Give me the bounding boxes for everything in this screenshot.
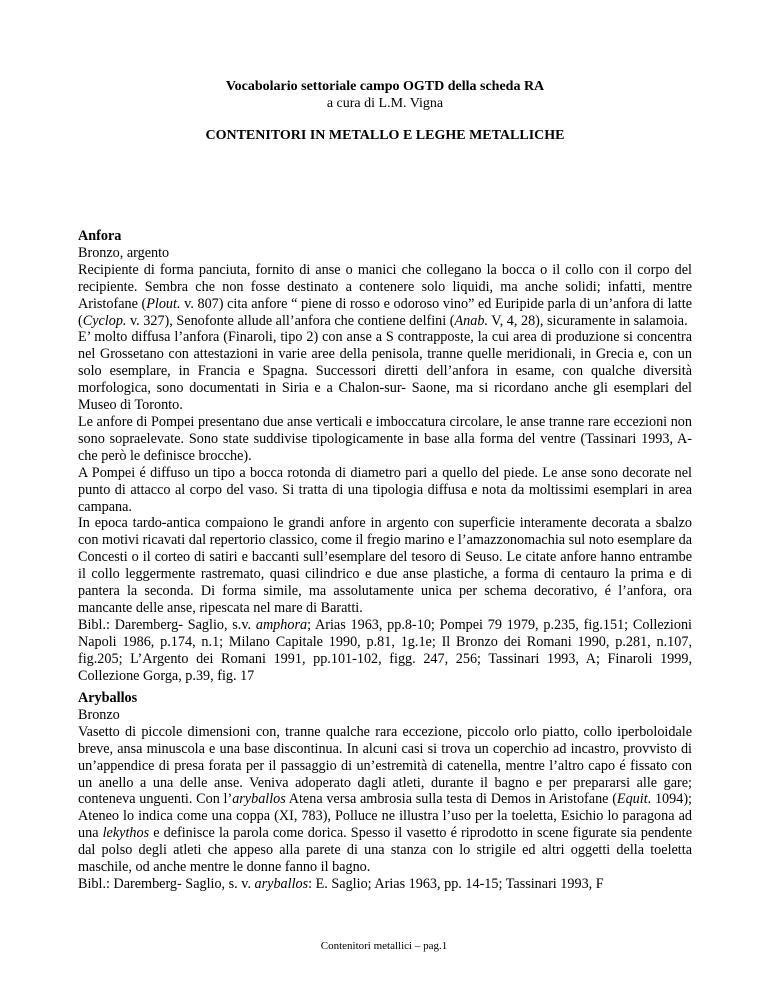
document-author: a cura di L.M. Vigna: [326, 96, 444, 111]
entry-material: Bronzo, argento: [78, 244, 170, 261]
page-footer: Contenitori metallici – pag.1: [320, 940, 448, 952]
entry-aryballos: [78, 690, 692, 893]
entry-bibliography: Bibl.: Daremberg- Saglio, s.v. amphora; Arias 1963, pp.8-10; Pompei 79 1979, p.235, fig.151; Collezioni Napoli 1986, p.174, n.1; Milano Capitale 1990, p.81, 1g.1e; Il Bronzo dei Romani 1990, p.281, n.107, fig.205; L’Argento dei Romani 1991, pp.101-102, figg. 247, 256; Tassinari 1993, A; Finaroli 1999, Collezione Gorga, p.39, fig. 17: [78, 616, 692, 684]
entry-material: Bronzo: [78, 706, 120, 723]
entry-bibliography: Bibl.: Daremberg- Saglio, s. v. aryballos: E. Saglio; Arias 1963, pp. 14-15; Tassinari 1993, F: [78, 875, 604, 892]
entry-paragraph: Vasetto di piccole dimensioni con, tranne qualche rara eccezione, piccolo orlo piatto, collo iperboloidale breve, ansa minuscola e una base discontinua. In alcuni casi si trova un coperchio ad incastro, provvisto di un’appendice di presa forata per il passaggio di un’estremità di catenella, mentre l’altro capo é fissato con un anello a una delle anse. Veniva adoperato dagli atleti, durante il bagno e per prepararsi alle gare; conteneva unguenti. Con l’aryballos Atena versa ambrosia sulla testa di Demos in Aristofane (Equit. 1094); Ateneo lo indica come una coppa (XI, 783), Polluce ne illustra l’uso per la toeletta, Esichio lo paragona ad una lekythos e definisce la parola come dorica. Spesso il vasetto é riprodotto in scene figurate sia pendente dal polso degli atleti che appeso alla parete di una stanza con lo strigile ed altri oggetti della toeletta maschile, od anche mentre le donne fanno il bagno.: [78, 723, 692, 876]
document-header: [78, 78, 692, 144]
entry-paragraph: Recipiente di forma panciuta, fornito di anse o manici che collegano la bocca o il collo con il corpo del recipiente. Sembra che non fosse destinato a contenere solo liquidi, ma anche solidi; infatti, mentre Aristofane (Plout. v. 807) cita anfore “ piene di rosso e odoroso vino” ed Euripide parla di un’anfora di latte (Cyclop. v. 327), Senofonte allude all’anfora che contiene delfini (Anab. V, 4, 28), sicuramente in salamoia.: [78, 261, 692, 329]
entry-term: Aryballos: [78, 690, 138, 706]
entry-anfora: [78, 228, 692, 684]
section-heading: CONTENITORI IN METALLO E LEGHE METALLICHE: [205, 128, 565, 143]
entry-paragraph: A Pompei é diffuso un tipo a bocca rotonda di diametro pari a quello del piede. Le anse sono decorate nel punto di attacco al corpo del vaso. Si tratta di una tipologia diffusa e nota da moltissimi esemplari in area campana.: [78, 464, 692, 515]
document-title: Vocabolario settoriale campo OGTD della scheda RA: [225, 79, 545, 94]
entry-paragraph: Le anfore di Pompei presentano due anse verticali e imboccatura circolare, le anse tranne rare eccezioni non sono sopraelevate. Sono state suddivise tipologicamente in base alla forma del ventre (Tassinari 1993, A- che però le definisce brocche).: [78, 413, 692, 464]
entry-paragraph: In epoca tardo-antica compaiono le grandi anfore in argento con superficie interamente decorata a sbalzo con motivi ricavati dal repertorio classico, come il fregio marino e l’amazzonomachia sul noto esemplare da Concesti o il corteo di satiri e baccanti sull’esemplare del tesoro di Seuso. Le citate anfore hanno entrambe il collo leggermente rastremato, quasi cilindrico e due anse plastiche, a forma di centauro la prima e di pantera la seconda. Di forma simile, ma assolutamente unica per schema decorativo, é l’anfora, ora mancante delle anse, ripescata nel mare di Baratti.: [78, 515, 692, 616]
entry-term: Anfora: [78, 228, 122, 244]
entry-paragraph: E’ molto diffusa l’anfora (Finaroli, tipo 2) con anse a S contrapposte, la cui area di produzione si concentra nel Grossetano con attestazioni in varie aree della penisola, tranne quelle meridionali, in Grecia e, con un solo esemplare, in Francia e Spagna. Successori diretti dell’anfora in esame, con qualche diversità morfologica, sono documentati in Siria e a Chalon-sur- Saone, ma si ricordano anche gli esemplari del Museo di Toronto.: [78, 329, 692, 414]
